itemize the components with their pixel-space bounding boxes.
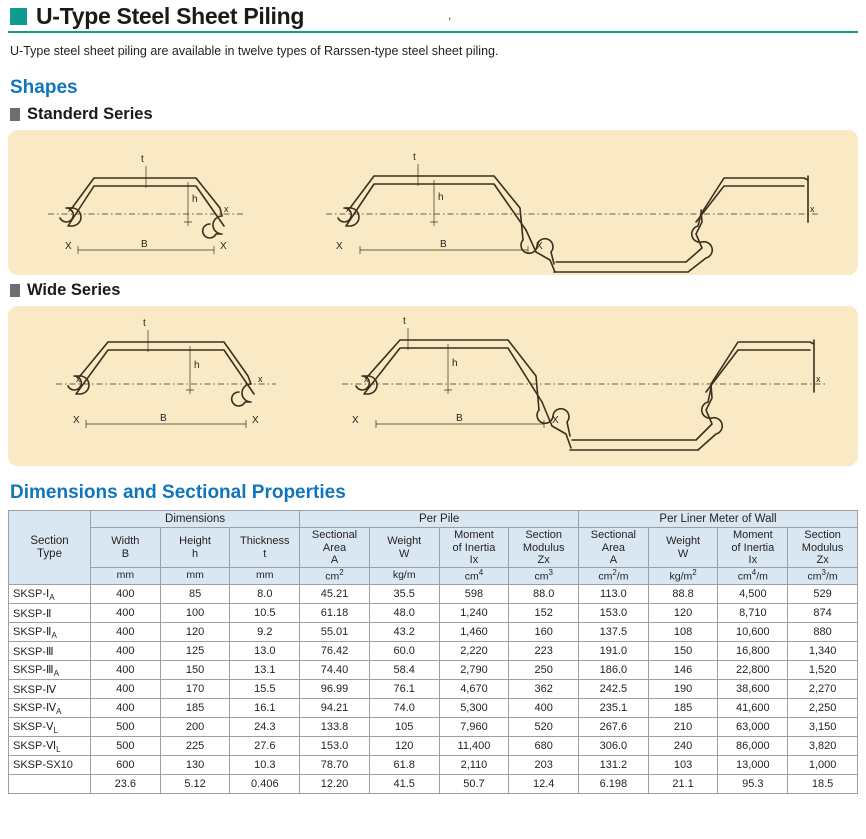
properties-table-body — [9, 585, 858, 794]
table-cell: 250 — [509, 661, 579, 680]
table-cell: 120 — [160, 623, 230, 642]
table-cell: 7,960 — [439, 718, 509, 737]
unit-wall-weight: $kg/m^2$ — [648, 568, 718, 585]
table-row — [9, 661, 858, 680]
table-row — [9, 718, 858, 737]
table-cell: 598 — [439, 585, 509, 604]
table-cell: 76.1 — [369, 680, 439, 699]
table-cell: 1,460 — [439, 623, 509, 642]
standard-series-drawing — [8, 130, 858, 275]
table-cell: 10,600 — [718, 623, 788, 642]
table-cell: 74.0 — [369, 699, 439, 718]
label-x-lower: x — [68, 204, 73, 215]
header-wall-modulus: Section Modulus Zx — [788, 528, 858, 568]
header-wall-weight-sym: W — [677, 547, 689, 560]
header-section-line2: Type — [37, 547, 62, 560]
table-cell: 400 — [91, 623, 161, 642]
header-wall-inertia: Moment of Inertia Ix — [718, 528, 788, 568]
row-section-type — [9, 775, 91, 794]
table-row — [9, 642, 858, 661]
table-cell: 200 — [160, 718, 230, 737]
table-cell: 78.70 — [300, 756, 370, 775]
table-row — [9, 737, 858, 756]
table-cell: 5.12 — [160, 775, 230, 794]
table-cell: 146 — [648, 661, 718, 680]
row-section-type: SKSP-Ⅱ — [9, 604, 91, 623]
table-cell: 2,220 — [439, 642, 509, 661]
table-cell: 400 — [509, 699, 579, 718]
shapes-heading: Shapes — [10, 77, 78, 99]
header-thickness — [230, 528, 300, 568]
square-bullet-icon — [10, 8, 27, 25]
table-cell: 2,250 — [788, 699, 858, 718]
table-cell: 58.4 — [369, 661, 439, 680]
row-section-type: SKSP-Ⅲ — [9, 642, 91, 661]
table-cell: 8,710 — [718, 604, 788, 623]
table-cell: 170 — [160, 680, 230, 699]
wide-series-label: Wide Series — [27, 281, 121, 300]
label-t: t — [413, 152, 416, 164]
table-cell: 12.4 — [509, 775, 579, 794]
label-B: B — [456, 413, 463, 425]
table-cell: 400 — [91, 604, 161, 623]
table-cell: 95.3 — [718, 775, 788, 794]
label-X-upper: X — [352, 415, 359, 427]
header-section-line1: Section — [30, 535, 69, 548]
header-pile-weight-sym: W — [399, 547, 410, 560]
table-cell: 680 — [509, 737, 579, 756]
table-cell: 190 — [648, 680, 718, 699]
table-cell: 55.01 — [300, 623, 370, 642]
header-pile-modulus: Section Modulus Zx — [509, 528, 579, 568]
table-cell: 191.0 — [579, 642, 649, 661]
header-thickness-sym: t — [263, 547, 267, 560]
header-pile-area-sym: A — [330, 553, 339, 566]
label-x-lower: x — [346, 204, 351, 215]
table-cell: 185 — [648, 699, 718, 718]
table-cell: 94.21 — [300, 699, 370, 718]
row-section-type: SKSP-$Ⅴ_L$ — [9, 718, 91, 737]
table-cell: 880 — [788, 623, 858, 642]
header-pile-area: Sectional Area A — [300, 528, 370, 568]
table-cell: 43.2 — [369, 623, 439, 642]
table-cell: 400 — [91, 680, 161, 699]
table-cell: 16,800 — [718, 642, 788, 661]
table-cell: 12.20 — [300, 775, 370, 794]
header-pile-inertia: Moment of Inertia Ix — [439, 528, 509, 568]
row-section-type-suffix: L — [53, 726, 58, 736]
table-cell: 108 — [648, 623, 718, 642]
table-cell: 150 — [648, 642, 718, 661]
header-wall-area-sym: A — [609, 553, 618, 566]
table-cell: 130 — [160, 756, 230, 775]
table-row — [9, 680, 858, 699]
table-cell: 400 — [91, 699, 161, 718]
table-cell: 11,400 — [439, 737, 509, 756]
table-cell: 13.0 — [230, 642, 300, 661]
table-cell: 242.5 — [579, 680, 649, 699]
unit-wall-inertia: $cm^4/m$ — [718, 568, 788, 585]
table-row — [9, 585, 858, 604]
row-section-type-suffix: A — [56, 707, 62, 717]
table-cell: 41.5 — [369, 775, 439, 794]
table-cell: 400 — [91, 642, 161, 661]
table-cell: 4,670 — [439, 680, 509, 699]
header-group-dimensions: Dimensions — [91, 511, 300, 528]
wide-series-heading — [10, 281, 858, 300]
table-cell: 529 — [788, 585, 858, 604]
label-B: B — [160, 413, 167, 425]
row-section-type-suffix: A — [51, 631, 57, 641]
table-cell: 600 — [91, 756, 161, 775]
row-section-type: SKSP-$Ⅳ_A$ — [9, 699, 91, 718]
label-x-lower: x — [364, 374, 369, 385]
wide-series-drawing — [8, 306, 858, 466]
header-height-name: Height — [179, 535, 211, 548]
square-bullet-icon — [10, 284, 20, 297]
row-section-type-suffix: A — [49, 593, 55, 603]
table-cell: 10.3 — [230, 756, 300, 775]
square-bullet-icon — [10, 108, 20, 121]
page-title-bar — [8, 0, 858, 33]
table-cell: 225 — [160, 737, 230, 756]
header-group-per-pile: Per Pile — [300, 511, 579, 528]
table-cell: 16.1 — [230, 699, 300, 718]
table-cell: 2,110 — [439, 756, 509, 775]
label-x-lower: x — [810, 204, 815, 215]
table-cell: 874 — [788, 604, 858, 623]
label-x-lower: x — [816, 374, 821, 385]
table-cell: 15.5 — [230, 680, 300, 699]
standard-series-figure — [8, 130, 858, 275]
table-row — [9, 623, 858, 642]
label-x-lower: x — [258, 374, 263, 385]
label-B: B — [141, 239, 148, 251]
table-cell: 500 — [91, 737, 161, 756]
table-cell: 45.21 — [300, 585, 370, 604]
table-cell: 153.0 — [579, 604, 649, 623]
table-cell: 103 — [648, 756, 718, 775]
table-cell: 60.0 — [369, 642, 439, 661]
label-h: h — [192, 194, 198, 206]
table-cell: 120 — [648, 604, 718, 623]
table-cell: 2,790 — [439, 661, 509, 680]
table-row — [9, 604, 858, 623]
header-wall-weight-name: Weight — [666, 535, 701, 548]
unit-pile-modulus: $cm^3$ — [509, 568, 579, 585]
header-height-sym: h — [192, 547, 199, 560]
table-cell: 113.0 — [579, 585, 649, 604]
table-cell: 22,800 — [718, 661, 788, 680]
label-X-upper: X — [73, 415, 80, 427]
table-cell: 38,600 — [718, 680, 788, 699]
header-width — [91, 528, 161, 568]
table-cell: 133.8 — [300, 718, 370, 737]
table-cell: 88.8 — [648, 585, 718, 604]
table-cell: 2,270 — [788, 680, 858, 699]
table-cell: 1,240 — [439, 604, 509, 623]
row-section-type: SKSP-$Ⅵ_L$ — [9, 737, 91, 756]
label-h: h — [194, 360, 200, 372]
unit-wall-area: $cm^2/m$ — [579, 568, 649, 585]
header-width-name: Width — [111, 535, 140, 548]
header-group-per-liner-meter: Per Liner Meter of Wall — [579, 511, 858, 528]
table-cell: 9.2 — [230, 623, 300, 642]
table-cell: 8.0 — [230, 585, 300, 604]
table-cell: 61.8 — [369, 756, 439, 775]
label-B: B — [440, 239, 447, 251]
table-cell: 1,340 — [788, 642, 858, 661]
table-cell: 131.2 — [579, 756, 649, 775]
table-row — [9, 775, 858, 794]
label-X-upper: X — [65, 241, 72, 253]
row-section-type: SKSP-SX10 — [9, 756, 91, 775]
row-section-type: SKSP-$Ⅰ_A$ — [9, 585, 91, 604]
table-cell: 1,000 — [788, 756, 858, 775]
unit-pile-weight: kg/m — [369, 568, 439, 585]
table-cell: 63,000 — [718, 718, 788, 737]
table-cell: 240 — [648, 737, 718, 756]
label-h: h — [438, 192, 444, 204]
header-pile-weight — [369, 528, 439, 568]
page-title: U-Type Steel Sheet Piling — [36, 3, 305, 29]
table-cell: 400 — [91, 661, 161, 680]
header-height — [160, 528, 230, 568]
label-X-upper: X — [220, 241, 227, 253]
row-section-type-suffix: A — [53, 669, 59, 679]
label-X-upper: X — [336, 241, 343, 253]
table-cell: 76.42 — [300, 642, 370, 661]
table-cell: 500 — [91, 718, 161, 737]
header-pile-weight-name: Weight — [387, 535, 422, 548]
unit-height: mm — [160, 568, 230, 585]
table-cell: 105 — [369, 718, 439, 737]
table-cell: 50.7 — [439, 775, 509, 794]
label-x-lower: x — [224, 204, 229, 215]
table-cell: 88.0 — [509, 585, 579, 604]
table-cell: 100 — [160, 604, 230, 623]
table-cell: 10.5 — [230, 604, 300, 623]
table-cell: 48.0 — [369, 604, 439, 623]
wide-series-figure — [8, 306, 858, 466]
row-section-type-suffix: L — [56, 745, 61, 755]
table-cell: 85 — [160, 585, 230, 604]
table-cell: 520 — [509, 718, 579, 737]
table-cell: 400 — [91, 585, 161, 604]
table-cell: 13,000 — [718, 756, 788, 775]
stray-mark: , — [448, 8, 452, 22]
table-cell: 3,820 — [788, 737, 858, 756]
table-cell: 96.99 — [300, 680, 370, 699]
label-t: t — [403, 316, 406, 328]
unit-thickness: mm — [230, 568, 300, 585]
table-cell: 21.1 — [648, 775, 718, 794]
unit-pile-inertia: $cm^4$ — [439, 568, 509, 585]
table-cell: 267.6 — [579, 718, 649, 737]
unit-wall-modulus: $cm^3/m$ — [788, 568, 858, 585]
row-section-type: SKSP-$Ⅲ_A$ — [9, 661, 91, 680]
table-cell: 61.18 — [300, 604, 370, 623]
table-cell: 35.5 — [369, 585, 439, 604]
table-cell: 27.6 — [230, 737, 300, 756]
intro-text: U-Type steel sheet piling are available in twelve types of Rarssen-type steel sheet piling. — [10, 44, 499, 59]
table-cell: 203 — [509, 756, 579, 775]
table-cell: 223 — [509, 642, 579, 661]
table-cell: 23.6 — [91, 775, 161, 794]
table-cell: 6.198 — [579, 775, 649, 794]
table-cell: 152 — [509, 604, 579, 623]
table-cell: 4,500 — [718, 585, 788, 604]
row-section-type: SKSP-$Ⅱ_A$ — [9, 623, 91, 642]
label-X-upper: X — [252, 415, 259, 427]
header-wall-weight — [648, 528, 718, 568]
header-wall-area: Sectional Area A — [579, 528, 649, 568]
table-cell: 0.406 — [230, 775, 300, 794]
table-cell: 362 — [509, 680, 579, 699]
label-t: t — [141, 154, 144, 166]
properties-table — [8, 510, 858, 794]
standard-series-label: Standerd Series — [27, 105, 153, 124]
table-cell: 5,300 — [439, 699, 509, 718]
label-x-lower: x — [76, 374, 81, 385]
table-cell: 86,000 — [718, 737, 788, 756]
table-cell: 306.0 — [579, 737, 649, 756]
row-section-type: SKSP-Ⅳ — [9, 680, 91, 699]
unit-pile-area: $cm^2$ — [300, 568, 370, 585]
table-cell: 160 — [509, 623, 579, 642]
table-cell: 120 — [369, 737, 439, 756]
header-thickness-name: Thickness — [240, 535, 290, 548]
label-t: t — [143, 318, 146, 330]
table-cell: 24.3 — [230, 718, 300, 737]
label-X-upper: X — [536, 241, 543, 253]
table-cell: 41,600 — [718, 699, 788, 718]
table-cell: 210 — [648, 718, 718, 737]
table-cell: 74.40 — [300, 661, 370, 680]
table-cell: 137.5 — [579, 623, 649, 642]
table-cell: 125 — [160, 642, 230, 661]
table-cell: 185 — [160, 699, 230, 718]
table-cell: 13.1 — [230, 661, 300, 680]
table-cell: 1,520 — [788, 661, 858, 680]
table-cell: 18.5 — [788, 775, 858, 794]
table-cell: 150 — [160, 661, 230, 680]
label-h: h — [452, 358, 458, 370]
dimensions-heading: Dimensions and Sectional Properties — [10, 482, 346, 504]
table-cell: 3,150 — [788, 718, 858, 737]
table-cell: 186.0 — [579, 661, 649, 680]
table-row — [9, 756, 858, 775]
label-X-upper: X — [552, 415, 559, 427]
standard-series-heading — [10, 105, 858, 124]
table-cell: 153.0 — [300, 737, 370, 756]
header-section-type — [9, 511, 91, 585]
table-row — [9, 699, 858, 718]
table-cell: 235.1 — [579, 699, 649, 718]
header-width-sym: B — [121, 547, 130, 560]
unit-width: mm — [91, 568, 161, 585]
